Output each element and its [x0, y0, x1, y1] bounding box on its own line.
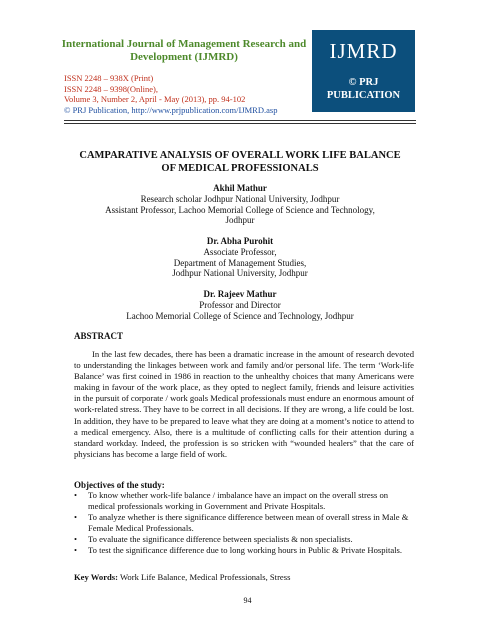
author-affiliation-line: Research scholar Jodhpur National University, Jodhpur — [140, 193, 340, 204]
bullet-icon: • — [74, 534, 78, 544]
author-name: Akhil Mathur — [213, 183, 267, 193]
logo-sub-copyright: © PRJ — [348, 77, 379, 88]
objective-text: To know whether work-life balance / imbalance have an impact on the overall stress on medical professionals working in Government and Private Hospitals. — [88, 490, 389, 511]
objective-item — [74, 545, 414, 556]
author-affiliation-line: Department of Management Studies, — [173, 257, 307, 268]
page-number: 94 — [243, 596, 252, 605]
author-affiliation-line: Jodhpur — [225, 215, 255, 226]
objective-text: To analyze whether is there significance difference between mean of overall stress in Male & Female Medical Professionals. — [88, 512, 409, 533]
logo-publisher — [312, 76, 415, 102]
paper-title — [64, 150, 416, 175]
objective-item — [74, 512, 414, 534]
header-rule-bottom — [64, 123, 416, 124]
author-block — [64, 289, 416, 321]
author-affiliation-line: Lachoo Memorial College of Science and Technology, Jodhpur — [126, 310, 354, 321]
objectives-list — [74, 490, 414, 556]
objective-text: To test the significance difference due to long working hours in Public & Private Hospitals. — [88, 545, 403, 555]
objectives-heading: Objectives of the study: — [74, 480, 165, 490]
logo-text: IJMRD — [329, 39, 398, 63]
author-affiliation-line: Associate Professor, — [203, 246, 277, 257]
bullet-icon: • — [74, 545, 78, 555]
logo-sub-publication: PUBLICATION — [326, 90, 401, 101]
publisher-link[interactable]: © PRJ Publication, http://www.prjpublication.com/IJMRD.asp — [64, 104, 278, 115]
header-rule-top — [64, 120, 416, 121]
issn-block — [64, 73, 314, 115]
author-block — [64, 236, 416, 279]
abstract-text: In the last few decades, there has been a dramatic increase in the amount of research devoted to understanding the linkages between work and family and/or personal life. The term ‘Work-life Balance’ was first coined in 1986 in reaction to the unhealthy choices that many Americans were making in favour of the work place, as they opted to neglect family, friends and leisure activities in the pursuit of corporate / work goals Medical professionals must endure an enormous amount of work-related stress. They have to be correct in all decisions. If they are wrong, a life could be lost. In addition, they have to be prepared to leave what they are doing at a moment’s notice to attend to a medical emergency. Also, there is a multitude of conflicting calls for their attention during a standard workday. Indeed, the profession is so stricken with “wounded healers” that the care of physicians has become a large field of work. — [74, 349, 414, 459]
author-affiliation-line: Professor and Director — [199, 299, 281, 310]
objective-item — [74, 490, 414, 512]
issn-online: ISSN 2248 – 9398(Online), — [64, 83, 158, 94]
author-affiliation-line: Assistant Professor, Lachoo Memorial College of Science and Technology, — [105, 204, 375, 215]
objective-text: To evaluate the significance difference between specialists & non specialists. — [88, 534, 353, 544]
keywords-line — [74, 572, 290, 582]
author-affiliation-line: Jodhpur National University, Jodhpur — [172, 268, 308, 279]
bullet-icon: • — [74, 490, 78, 500]
paper-title-line-1: CAMPARATIVE ANALYSIS OF OVERALL WORK LIFE BALANCE — [79, 150, 401, 161]
objective-item — [74, 534, 414, 545]
bullet-icon: • — [74, 512, 78, 522]
journal-logo — [312, 30, 415, 112]
paper-title-line-2: OF MEDICAL PROFESSIONALS — [161, 162, 319, 174]
author-name: Dr. Abha Purohit — [206, 236, 274, 246]
author-name: Dr. Rajeev Mathur — [203, 289, 277, 299]
keywords-label: Key Words: — [74, 572, 119, 582]
abstract-heading: ABSTRACT — [74, 331, 124, 341]
journal-title: International Journal of Management Research and Development (IJMRD) — [61, 38, 307, 63]
volume-info: Volume 3, Number 2, April - May (2013), pp. 94-102 — [64, 94, 246, 104]
keywords-text: Work Life Balance, Medical Professionals, Stress — [118, 572, 291, 582]
issn-print: ISSN 2248 – 938X (Print) — [64, 73, 154, 83]
author-block — [64, 183, 416, 226]
